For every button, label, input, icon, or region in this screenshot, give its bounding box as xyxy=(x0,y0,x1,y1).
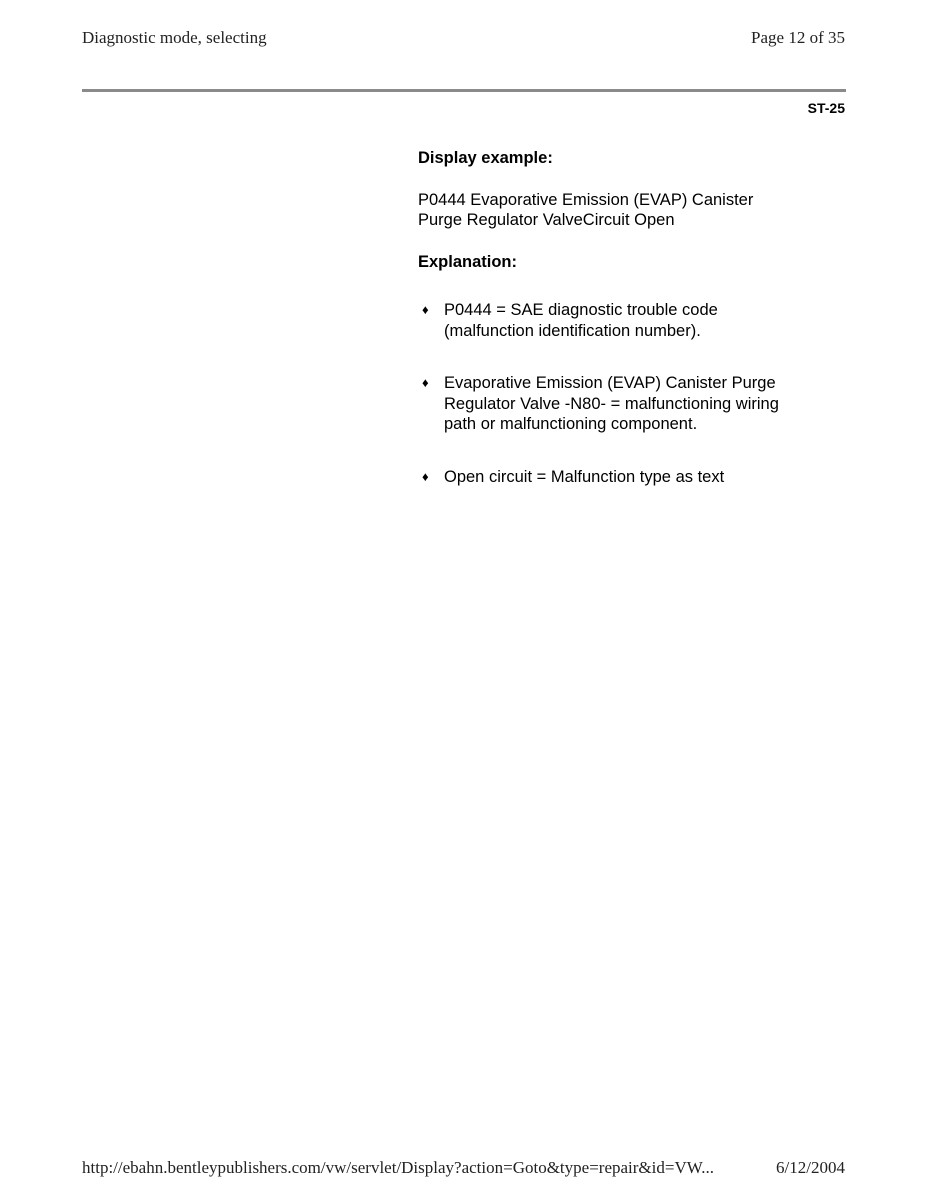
display-text-line: Purge Regulator ValveCircuit Open xyxy=(418,211,675,229)
diamond-bullet-icon: ♦ xyxy=(422,302,429,317)
display-example-text xyxy=(418,190,838,231)
list-item-text: (malfunction identification number). xyxy=(444,321,701,340)
footer-date: 6/12/2004 xyxy=(776,1158,845,1177)
list-item xyxy=(418,300,838,341)
list-item-text: Regulator Valve -N80- = malfunctioning wiring xyxy=(444,394,779,413)
footer-url-link[interactable]: http://ebahn.bentleypublishers.com/vw/servlet/Display?action=Goto&type=repair&id=VW... xyxy=(82,1158,714,1177)
list-item xyxy=(418,467,838,488)
list-item xyxy=(418,373,838,435)
explanation-heading: Explanation: xyxy=(418,252,518,271)
diamond-bullet-icon: ♦ xyxy=(422,468,429,484)
section-code: ST-25 xyxy=(807,100,845,116)
list-item-text: P0444 = SAE diagnostic trouble code xyxy=(444,301,718,319)
header-divider xyxy=(82,89,846,92)
display-example-heading: Display example: xyxy=(418,149,553,167)
list-item-text: path or malfunctioning component. xyxy=(444,415,698,433)
page-number: Page 12 of 35 xyxy=(751,28,845,47)
diamond-bullet-icon: ♦ xyxy=(422,375,429,390)
page-header-title: Diagnostic mode, selecting xyxy=(82,28,267,47)
explanation-list xyxy=(418,300,838,487)
list-item-text: Open circuit = Malfunction type as text xyxy=(444,467,725,486)
display-text-line: P0444 Evaporative Emission (EVAP) Canister xyxy=(418,190,754,209)
list-item-text: Evaporative Emission (EVAP) Canister Purge xyxy=(444,374,776,392)
main-content xyxy=(418,148,838,519)
